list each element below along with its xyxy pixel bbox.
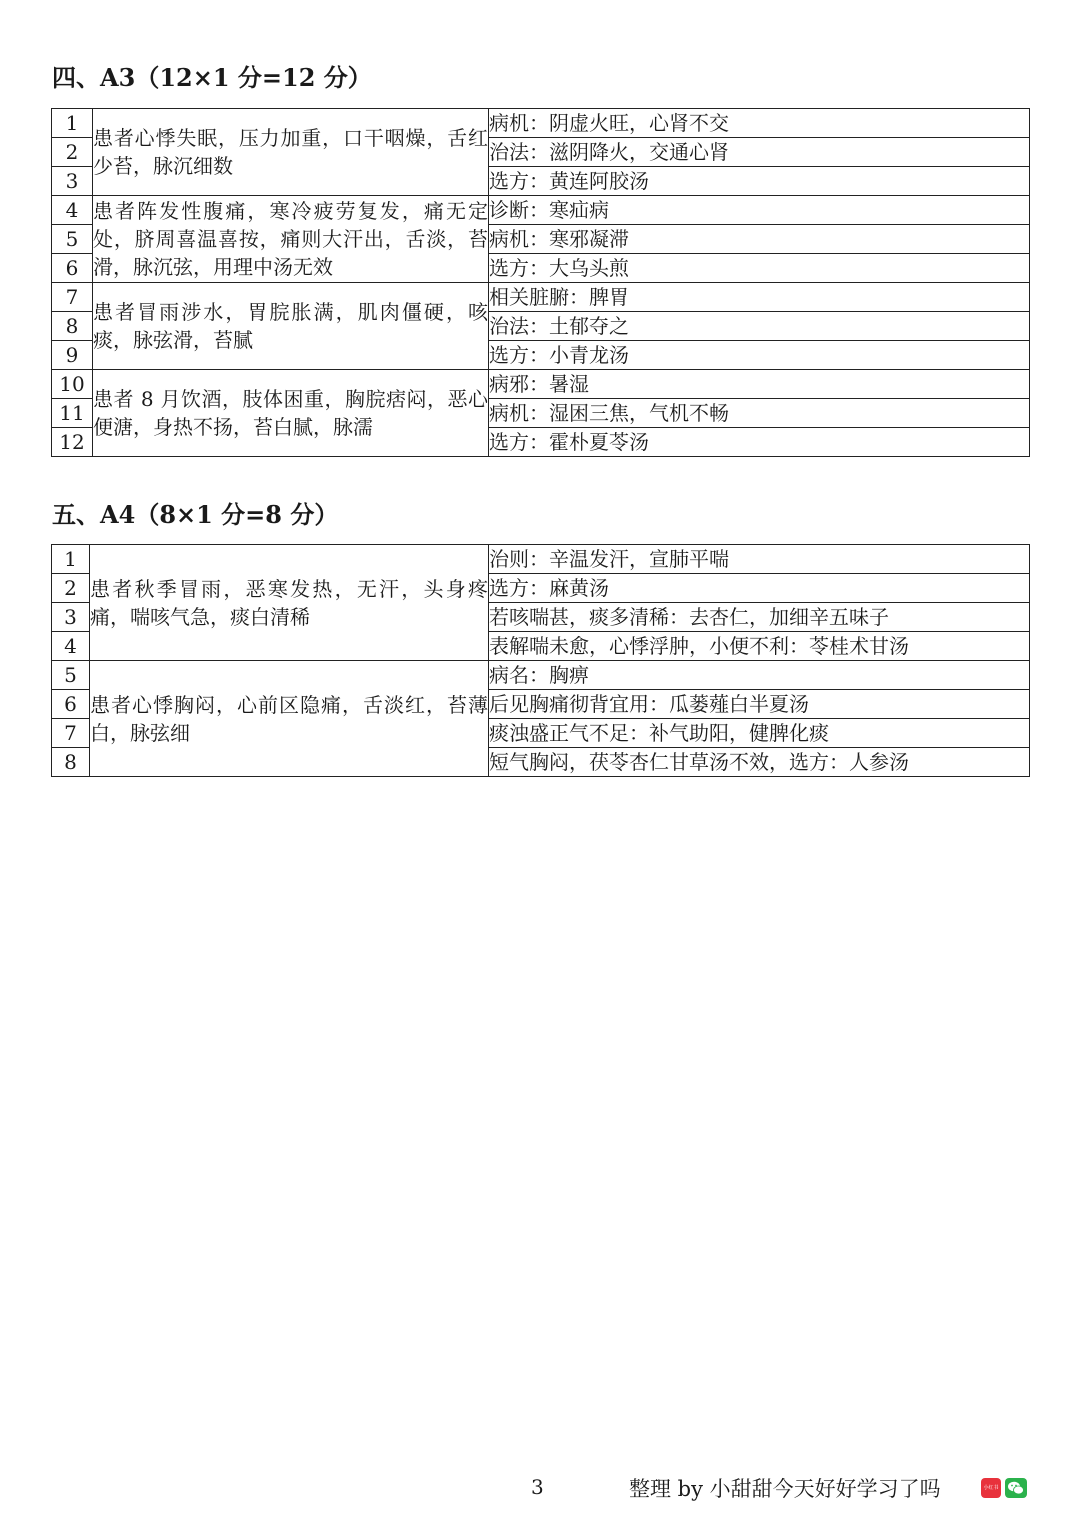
table-row <box>52 545 1030 574</box>
table-row <box>52 196 1030 225</box>
question-number: 3 <box>52 167 93 196</box>
question-number: 8 <box>52 748 90 777</box>
answer-cell: 痰浊盛正气不足：补气助阳，健脾化痰 <box>489 719 1030 748</box>
answer-cell: 病机：湿困三焦，气机不畅 <box>489 399 1030 428</box>
wechat-icon <box>1005 1478 1027 1498</box>
question-number: 6 <box>52 690 90 719</box>
section-4-table <box>51 108 1030 457</box>
question-number: 4 <box>52 632 90 661</box>
question-number: 1 <box>52 109 93 138</box>
answer-cell: 表解喘未愈，心悸浮肿，小便不利：苓桂术甘汤 <box>489 632 1030 661</box>
section-5-table <box>51 544 1030 777</box>
case-description: 患者心悸胸闷，心前区隐痛，舌淡红，苔薄白，脉弦细 <box>90 661 489 777</box>
answer-cell: 治法：滋阴降火，交通心肾 <box>489 138 1030 167</box>
case-description: 患者心悸失眠，压力加重，口干咽燥，舌红少苔，脉沉细数 <box>93 109 489 196</box>
xiaohongshu-logo-icon: 小红书 <box>981 1478 1001 1498</box>
case-description: 患者 8 月饮酒，肢体困重，胸脘痞闷，恶心便溏，身热不扬，苔白腻，脉濡 <box>93 370 489 457</box>
table-row <box>52 283 1030 312</box>
answer-cell: 治则：辛温发汗，宣肺平喘 <box>489 545 1030 574</box>
answer-cell: 选方：黄连阿胶汤 <box>489 167 1030 196</box>
answer-cell: 病名：胸痹 <box>489 661 1030 690</box>
answer-cell: 选方：大乌头煎 <box>489 254 1030 283</box>
answer-cell: 治法：土郁夺之 <box>489 312 1030 341</box>
answer-cell: 相关脏腑：脾胃 <box>489 283 1030 312</box>
answer-cell: 选方：小青龙汤 <box>489 341 1030 370</box>
question-number: 8 <box>52 312 93 341</box>
table-row <box>52 109 1030 138</box>
answer-cell: 选方：霍朴夏苓汤 <box>489 428 1030 457</box>
answer-cell: 后见胸痛彻背宜用：瓜蒌薤白半夏汤 <box>489 690 1030 719</box>
question-number: 5 <box>52 225 93 254</box>
footer-credit: 整理 by 小甜甜今天好好学习了吗 <box>629 1477 941 1501</box>
question-number: 9 <box>52 341 93 370</box>
question-number: 2 <box>52 574 90 603</box>
answer-cell: 病邪：暑湿 <box>489 370 1030 399</box>
question-number: 7 <box>52 719 90 748</box>
question-number: 12 <box>52 428 93 457</box>
question-number: 3 <box>52 603 90 632</box>
page-number: 3 <box>531 1475 544 1499</box>
section-4-title: 四、A3（12×1 分=12 分） <box>52 63 372 92</box>
answer-cell: 病机：寒邪凝滞 <box>489 225 1030 254</box>
question-number: 5 <box>52 661 90 690</box>
table-row <box>52 370 1030 399</box>
case-description: 患者冒雨涉水，胃脘胀满，肌肉僵硬，咳痰，脉弦滑，苔腻 <box>93 283 489 370</box>
question-number: 10 <box>52 370 93 399</box>
table-row <box>52 661 1030 690</box>
question-number: 11 <box>52 399 93 428</box>
answer-cell: 短气胸闷，茯苓杏仁甘草汤不效，选方：人参汤 <box>489 748 1030 777</box>
answer-cell: 病机：阴虚火旺，心肾不交 <box>489 109 1030 138</box>
case-description: 患者秋季冒雨，恶寒发热，无汗，头身疼痛，喘咳气急，痰白清稀 <box>90 545 489 661</box>
answer-cell: 诊断：寒疝病 <box>489 196 1030 225</box>
question-number: 7 <box>52 283 93 312</box>
case-description: 患者阵发性腹痛，寒冷疲劳复发，痛无定处，脐周喜温喜按，痛则大汗出，舌淡，苔滑，脉沉弦，用理中汤无效 <box>93 196 489 283</box>
answer-cell: 若咳喘甚，痰多清稀：去杏仁，加细辛五味子 <box>489 603 1030 632</box>
question-number: 2 <box>52 138 93 167</box>
answer-cell: 选方：麻黄汤 <box>489 574 1030 603</box>
section-5-title: 五、A4（8×1 分=8 分） <box>52 500 339 529</box>
question-number: 1 <box>52 545 90 574</box>
question-number: 6 <box>52 254 93 283</box>
question-number: 4 <box>52 196 93 225</box>
